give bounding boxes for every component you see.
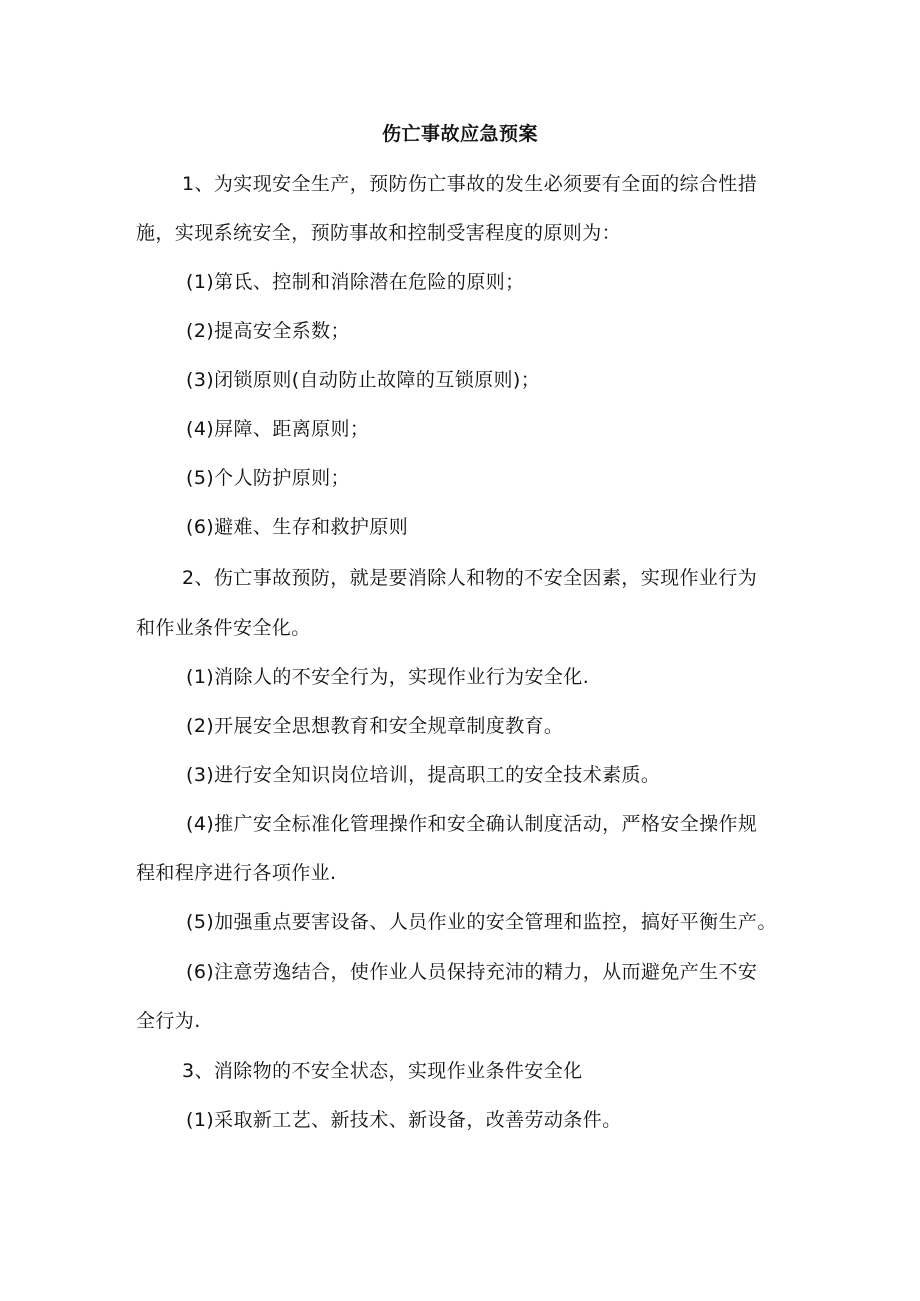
document-title: 伤亡事故应急预案 — [381, 123, 538, 145]
list-item-2-3: (3)进行安全知识岗位培训，提高职工的安全技术素质。 — [186, 764, 661, 786]
paragraph-3: 3、消除物的不安全状态，实现作业条件安全化 — [182, 1060, 583, 1082]
list-item-2-4-line-2: 程和程序进行各项作业. — [136, 862, 337, 884]
list-item-1-4: (4)屏障、距离原则； — [186, 418, 370, 440]
paragraph-2-line-2: 和作业条件安全化。 — [136, 617, 311, 639]
list-item-1-2: (2)提高安全系数； — [186, 320, 350, 342]
list-item-2-1: (1)消除人的不安全行为，实现作业行为安全化. — [186, 666, 590, 688]
paragraph-1-line-2: 施，实现系统安全，预防事故和控制受害程度的原则为： — [136, 222, 622, 244]
paragraph-2-line-1: 2、伤亡事故预防，就是要消除人和物的不安全因素，实现作业行为 — [182, 567, 758, 589]
list-item-2-2: (2)开展安全思想教育和安全规章制度教育。 — [186, 715, 564, 737]
list-item-2-6-line-2: 全行为. — [136, 1010, 201, 1032]
paragraph-1-line-1: 1、为实现安全生产，预防伤亡事故的发生必须要有全面的综合性措 — [182, 173, 758, 195]
list-item-1-5: (5)个人防护原则； — [186, 467, 350, 489]
list-item-3-1: (1)采取新工艺、新技术、新设备，改善劳动条件。 — [186, 1109, 622, 1131]
list-item-1-1: (1)第氐、控制和消除潜在危险的原则； — [186, 271, 525, 293]
list-item-1-6: (6)避难、生存和救护原则 — [186, 516, 409, 538]
list-item-2-6-line-1: (6)注意劳逸结合，使作业人员保持充沛的精力，从而避免产生不安 — [186, 961, 758, 983]
list-item-2-4-line-1: (4)推广安全标准化管理操作和安全确认制度活动，严格安全操作规 — [186, 813, 758, 835]
list-item-2-5: (5)加强重点要害设备、人员作业的安全管理和监控，搞好平衡生产。 — [186, 911, 777, 933]
list-item-1-3: (3)闭锁原则(自动防止故障的互锁原则)； — [186, 369, 541, 391]
